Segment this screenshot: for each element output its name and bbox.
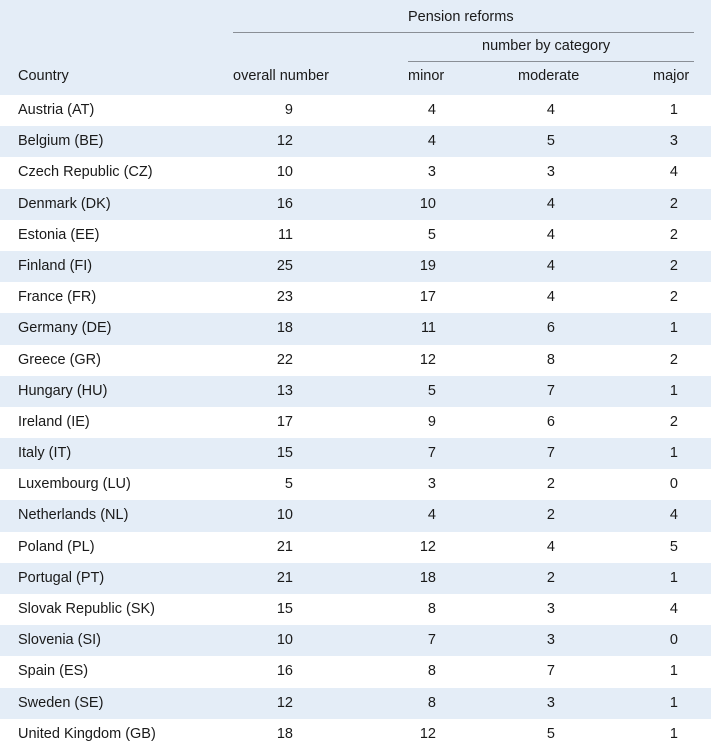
minor-cell: 3 (427, 476, 436, 493)
country-cell: Slovenia (SI) (18, 632, 102, 649)
minor-cell: 17 (419, 289, 436, 306)
moderate-cell: 3 (546, 694, 555, 711)
moderate-cell: 3 (546, 164, 555, 181)
moderate-cell: 4 (546, 289, 555, 306)
major-cell: 4 (669, 601, 678, 617)
table-row (0, 157, 711, 188)
moderate-cell: 7 (546, 663, 555, 680)
major-cell: 1 (669, 320, 678, 337)
moderate-cell: 4 (546, 257, 555, 274)
minor-cell: 3 (427, 164, 436, 181)
overall-number-cell: 12 (276, 133, 293, 150)
column-header-major: major (653, 68, 690, 84)
country-cell: United Kingdom (GB) (18, 725, 156, 742)
overall-number-cell: 16 (276, 195, 293, 212)
country-cell: Slovak Republic (SK) (18, 601, 155, 617)
table-body (0, 95, 711, 750)
moderate-cell: 2 (546, 569, 555, 586)
overall-number-cell: 15 (276, 445, 293, 462)
minor-cell: 5 (427, 382, 436, 399)
country-cell: Austria (AT) (18, 102, 95, 118)
major-cell: 2 (669, 351, 678, 368)
table-row (0, 251, 711, 282)
minor-cell: 9 (427, 413, 436, 430)
minor-cell: 8 (427, 663, 436, 680)
minor-cell: 19 (419, 257, 436, 274)
group-title: Pension reforms (408, 9, 514, 25)
minor-cell: 8 (427, 694, 436, 711)
table-row (0, 532, 711, 563)
moderate-cell: 6 (546, 320, 555, 337)
moderate-cell: 8 (546, 351, 555, 368)
minor-cell: 18 (419, 569, 436, 586)
country-cell: Germany (DE) (18, 320, 112, 337)
country-cell: Finland (FI) (18, 257, 93, 274)
major-cell: 2 (669, 289, 678, 306)
table-row (0, 282, 711, 313)
table-row (0, 313, 711, 344)
minor-cell: 4 (427, 133, 436, 150)
moderate-cell: 4 (546, 102, 555, 118)
table-row (0, 500, 711, 531)
minor-cell: 11 (420, 320, 436, 337)
major-cell: 0 (669, 476, 678, 493)
major-cell: 2 (669, 257, 678, 274)
country-cell: Italy (IT) (18, 445, 72, 462)
major-cell: 4 (669, 507, 678, 524)
country-cell: Estonia (EE) (18, 226, 100, 243)
minor-cell: 4 (427, 507, 436, 524)
overall-number-cell: 22 (276, 351, 293, 368)
country-cell: Netherlands (NL) (18, 507, 129, 524)
table-row (0, 126, 711, 157)
table-row (0, 220, 711, 251)
moderate-cell: 2 (546, 507, 555, 524)
column-header-country: Country (18, 68, 69, 84)
table-row (0, 688, 711, 719)
column-header-overall: overall number (233, 68, 329, 84)
major-cell: 3 (669, 133, 678, 150)
moderate-cell: 3 (546, 632, 555, 649)
moderate-cell: 4 (546, 226, 555, 243)
country-cell: Portugal (PT) (18, 569, 105, 586)
subgroup-rule (408, 61, 694, 62)
minor-cell: 5 (427, 226, 436, 243)
major-cell: 1 (669, 694, 678, 711)
major-cell: 2 (669, 226, 678, 243)
subgroup-title: number by category (482, 38, 611, 54)
table-row (0, 376, 711, 407)
column-header-minor: minor (408, 68, 445, 84)
overall-number-cell: 17 (276, 413, 293, 430)
table-row (0, 189, 711, 220)
overall-number-cell: 10 (276, 507, 293, 524)
moderate-cell: 4 (546, 195, 555, 212)
overall-number-cell: 10 (276, 632, 293, 649)
overall-number-cell: 10 (276, 164, 293, 181)
moderate-cell: 4 (546, 538, 555, 555)
major-cell: 1 (669, 102, 678, 118)
overall-number-cell: 12 (276, 694, 293, 711)
country-cell: Poland (PL) (18, 538, 95, 555)
country-cell: France (FR) (18, 289, 97, 306)
overall-number-cell: 25 (276, 257, 293, 274)
minor-cell: 10 (419, 195, 436, 212)
overall-number-cell: 18 (276, 320, 293, 337)
table-row (0, 719, 711, 750)
major-cell: 1 (669, 382, 678, 399)
table-row (0, 345, 711, 376)
minor-cell: 12 (419, 725, 436, 742)
table-row (0, 594, 711, 625)
major-cell: 1 (669, 569, 678, 586)
minor-cell: 7 (427, 445, 436, 462)
moderate-cell: 5 (546, 725, 555, 742)
minor-cell: 12 (419, 538, 436, 555)
country-cell: Hungary (HU) (18, 382, 108, 399)
major-cell: 1 (669, 725, 678, 742)
major-cell: 1 (669, 663, 678, 680)
table-row (0, 563, 711, 594)
overall-number-cell: 16 (276, 663, 293, 680)
overall-number-cell: 21 (276, 569, 293, 586)
group-rule (233, 32, 694, 33)
minor-cell: 12 (419, 351, 436, 368)
moderate-cell: 2 (546, 476, 555, 493)
country-cell: Greece (GR) (18, 351, 101, 368)
table-row (0, 95, 711, 126)
column-header-moderate: moderate (518, 68, 580, 84)
table-row (0, 407, 711, 438)
major-cell: 0 (669, 632, 678, 649)
major-cell: 5 (669, 538, 678, 555)
table-row (0, 438, 711, 469)
country-cell: Denmark (DK) (18, 195, 111, 212)
moderate-cell: 3 (546, 601, 555, 617)
major-cell: 1 (669, 445, 678, 462)
overall-number-cell: 21 (276, 538, 293, 555)
country-cell: Sweden (SE) (18, 694, 104, 711)
overall-number-cell: 9 (284, 102, 293, 118)
overall-number-cell: 5 (284, 476, 293, 493)
overall-number-cell: 15 (276, 601, 293, 617)
country-cell: Czech Republic (CZ) (18, 164, 153, 181)
moderate-cell: 5 (546, 133, 555, 150)
minor-cell: 8 (427, 601, 436, 617)
minor-cell: 4 (427, 102, 436, 118)
table-row (0, 656, 711, 687)
moderate-cell: 6 (546, 413, 555, 430)
overall-number-cell: 11 (277, 226, 293, 243)
moderate-cell: 7 (546, 445, 555, 462)
minor-cell: 7 (427, 632, 436, 649)
country-cell: Belgium (BE) (18, 133, 104, 150)
overall-number-cell: 13 (276, 382, 293, 399)
country-cell: Spain (ES) (18, 663, 89, 680)
major-cell: 2 (669, 195, 678, 212)
table-header (0, 0, 711, 95)
table-row (0, 625, 711, 656)
moderate-cell: 7 (546, 382, 555, 399)
country-cell: Ireland (IE) (18, 413, 90, 430)
country-cell: Luxembourg (LU) (18, 476, 131, 493)
overall-number-cell: 18 (276, 725, 293, 742)
major-cell: 4 (669, 164, 678, 181)
overall-number-cell: 23 (276, 289, 293, 306)
table-row (0, 469, 711, 500)
major-cell: 2 (669, 413, 678, 430)
